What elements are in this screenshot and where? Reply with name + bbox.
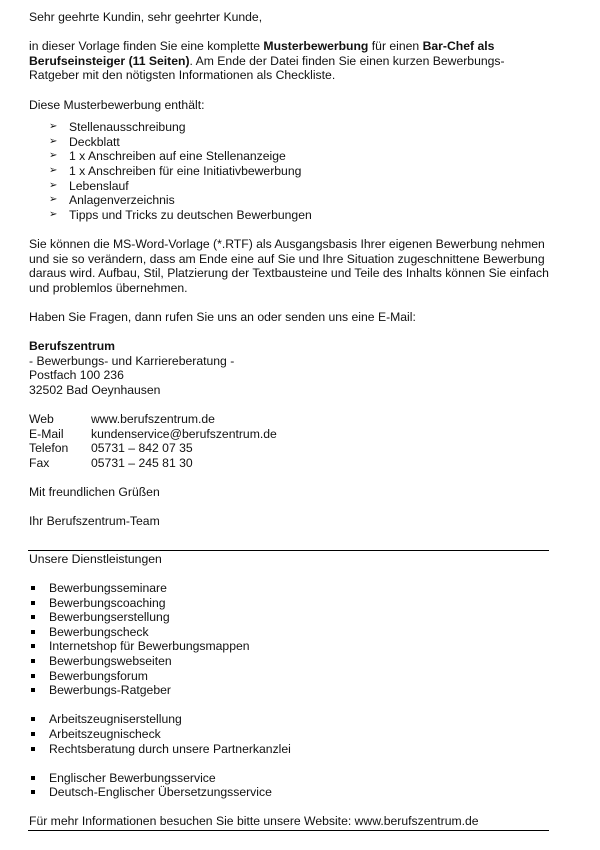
list-item: ➢ Lebenslauf	[49, 178, 129, 193]
list-item: ➢ Deckblatt	[49, 134, 120, 149]
divider-bottom	[28, 830, 549, 831]
square-bullet-icon	[31, 630, 35, 634]
list-item: Internetshop für Bewerbungsmappen	[29, 639, 551, 654]
list-item: Bewerbungsforum	[29, 669, 551, 684]
arrow-bullet-icon: ➢	[49, 194, 58, 206]
website-link[interactable]: www.berufszentrum.de	[91, 412, 215, 427]
list-item: Bewerbungscoaching	[29, 596, 551, 611]
square-bullet-icon	[31, 717, 35, 721]
contact-row-fax	[29, 456, 277, 471]
list-item: ➢ Tipps und Tricks zu deutschen Bewerbungen	[49, 207, 312, 222]
square-bullet-icon	[31, 586, 35, 590]
email-link[interactable]: kundenservice@berufszentrum.de	[91, 426, 277, 441]
contents-heading: Diese Musterbewerbung enthält:	[29, 97, 205, 112]
contact-label: Fax	[29, 455, 50, 470]
arrow-bullet-icon: ➢	[49, 164, 58, 176]
contact-label: E-Mail	[29, 426, 64, 441]
arrow-bullet-icon: ➢	[49, 135, 58, 147]
arrow-bullet-icon: ➢	[49, 208, 58, 220]
intro-bold-2: Bar-Chef als Berufseinsteiger (11 Seiten)	[29, 39, 495, 68]
list-item: Bewerbungscheck	[29, 625, 551, 640]
company-tagline: - Bewerbungs- und Karriereberatung -	[29, 353, 235, 368]
company-city: 32502 Bad Oeynhausen	[29, 382, 161, 397]
intro-text-2: für einen	[368, 39, 423, 54]
website-footer: Für mehr Informationen besuchen Sie bitte unsere Website: www.berufszentrum.de	[29, 814, 479, 829]
contact-row-email	[29, 427, 277, 442]
list-item: Bewerbungserstellung	[29, 610, 551, 625]
list-item: Bewerbungswebseiten	[29, 654, 551, 669]
list-item: Englischer Bewerbungsservice	[29, 771, 551, 786]
intro-paragraph	[29, 39, 551, 83]
questions-line: Haben Sie Fragen, dann rufen Sie uns an oder senden uns eine E-Mail:	[29, 309, 416, 324]
intro-text-3: . Am Ende der Datei finden Sie einen kurzen Bewerbungs-Ratgeber mit den nötigsten Informationen als Checkliste.	[29, 53, 505, 83]
list-item: ➢ 1 x Anschreiben für eine Initiativbewerbung	[49, 163, 302, 178]
company-name: Berufszentrum	[29, 339, 116, 354]
contents-list	[29, 120, 551, 222]
list-item: ➢ Stellenausschreibung	[49, 120, 186, 135]
divider-top	[28, 550, 549, 551]
list-item: ➢ 1 x Anschreiben auf eine Stellenanzeige	[49, 149, 286, 164]
signature: Ihr Berufszentrum-Team	[29, 514, 160, 529]
contact-label: Web	[29, 412, 54, 427]
services-list-main	[29, 581, 551, 698]
square-bullet-icon	[31, 644, 35, 648]
square-bullet-icon	[31, 776, 35, 780]
phone-number: 05731 – 842 07 35	[91, 441, 193, 456]
square-bullet-icon	[31, 790, 35, 794]
arrow-bullet-icon: ➢	[49, 150, 58, 162]
closing: Mit freundlichen Grüßen	[29, 485, 160, 499]
list-item: Arbeitszeugniserstellung	[29, 712, 551, 727]
square-bullet-icon	[31, 688, 35, 692]
company-street: Postfach 100 236	[29, 368, 124, 383]
list-item: ➢ Anlagenverzeichnis	[49, 193, 175, 208]
square-bullet-icon	[31, 674, 35, 678]
list-item: Rechtsberatung durch unsere Partnerkanzlei	[29, 742, 551, 757]
services-list-certificates	[29, 712, 551, 756]
contact-row-web	[29, 412, 277, 427]
intro-text-1: in dieser Vorlage finden Sie eine komplette	[29, 39, 264, 54]
arrow-bullet-icon: ➢	[49, 179, 58, 191]
square-bullet-icon	[31, 732, 35, 736]
contact-label: Telefon	[29, 441, 69, 456]
list-item: Arbeitszeugnischeck	[29, 727, 551, 742]
contact-table	[29, 412, 277, 470]
list-item: Bewerbungsseminare	[29, 581, 551, 596]
intro-bold-1: Musterbewerbung	[263, 39, 369, 54]
document-page	[29, 10, 551, 831]
square-bullet-icon	[31, 659, 35, 663]
list-item: Deutsch-Englischer Übersetzungsservice	[29, 785, 551, 800]
arrow-bullet-icon: ➢	[49, 121, 58, 133]
square-bullet-icon	[31, 747, 35, 751]
services-heading: Unsere Dienstleistungen	[29, 551, 162, 566]
salutation: Sehr geehrte Kundin, sehr geehrter Kunde,	[29, 10, 263, 24]
square-bullet-icon	[31, 615, 35, 619]
fax-number: 05731 – 245 81 30	[91, 455, 193, 470]
usage-paragraph: Sie können die MS-Word-Vorlage (*.RTF) als Ausgangsbasis Ihrer eigenen Bewerbung nehmen und sie so verändern, dass am Ende eine auf Sie und Ihre Situation zugeschnittene Bewerbung daraus wird. Aufbau, Stil, Platzierung der Textbausteine und Teile des Inhalts können Sie einfach und problemlos übernehmen.	[29, 236, 549, 295]
square-bullet-icon	[31, 601, 35, 605]
list-item: Bewerbungs-Ratgeber	[29, 683, 551, 698]
services-list-english	[29, 771, 551, 800]
contact-row-phone	[29, 441, 277, 456]
